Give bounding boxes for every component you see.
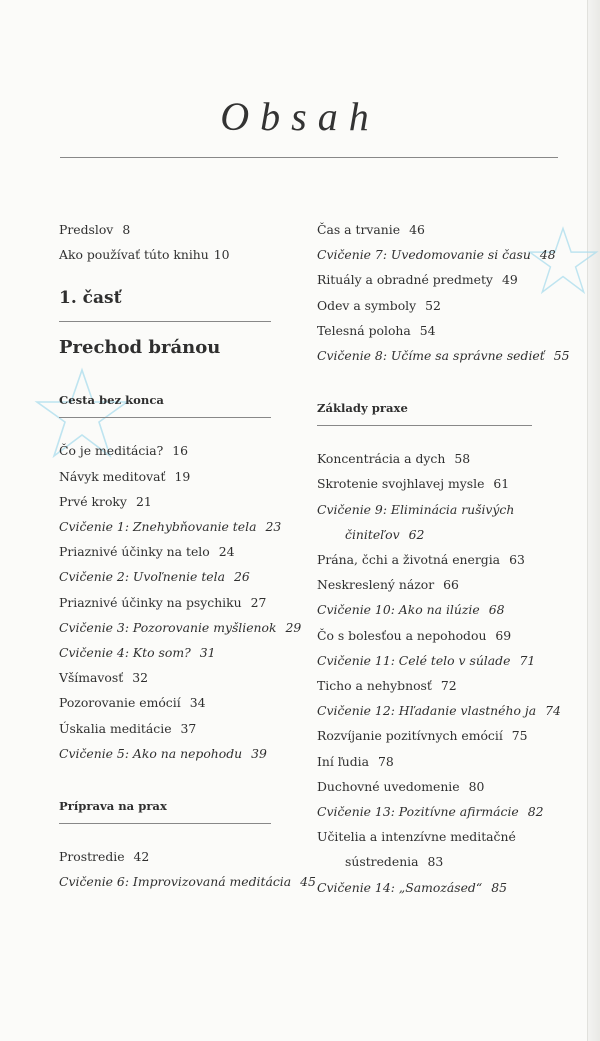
toc-exercise-entry[interactable]: Cvičenie 8: Učíme sa správne sedieť 55: [317, 348, 570, 364]
toc-exercise-entry[interactable]: Cvičenie 11: Celé telo v súlade 71: [317, 652, 536, 668]
toc-entry[interactable]: Úskalia meditácie 37: [59, 720, 197, 736]
toc-entry[interactable]: Skrotenie svojhlavej mysle 61: [317, 476, 510, 492]
toc-entry[interactable]: Predslov 8: [59, 222, 131, 237]
toc-exercise-entry[interactable]: Cvičenie 6: Improvizovaná meditácia 45: [59, 874, 316, 890]
toc-exercise-entry[interactable]: Cvičenie 14: „Samozásed“ 85: [317, 879, 507, 895]
toc-entry[interactable]: Čo s bolesťou a nepohodou 69: [317, 627, 512, 643]
toc-entry[interactable]: Ticho a nehybnosť 72: [317, 678, 457, 694]
toc-entry[interactable]: Prostredie 42: [59, 849, 150, 865]
toc-entry[interactable]: Učitelia a intenzívne meditačné: [317, 829, 516, 845]
toc-entry[interactable]: Pozorovanie emócií 34: [59, 695, 206, 711]
toc-entry[interactable]: Rituály a obradné predmety 49: [317, 272, 518, 288]
toc-entry[interactable]: Prvé kroky 21: [59, 493, 152, 509]
toc-right-column: [317, 217, 570, 900]
section-heading: Príprava na prax: [59, 799, 167, 814]
toc-entry[interactable]: Neskreslený názor 66: [317, 577, 459, 593]
section-heading: Cesta bez konca: [59, 393, 164, 408]
toc-exercise-entry[interactable]: Cvičenie 7: Uvedomovanie si času 48: [317, 247, 556, 263]
toc-entry[interactable]: Návyk meditovať 19: [59, 468, 191, 484]
toc-exercise-entry[interactable]: Cvičenie 4: Kto som? 31: [59, 645, 216, 661]
toc-entry[interactable]: Priaznivé účinky na psychiku 27: [59, 594, 267, 610]
chapter-heading: Prechod bránou: [59, 337, 221, 359]
divider: [59, 417, 271, 418]
page-edge: [587, 0, 600, 1041]
toc-entry[interactable]: Prána, čchi a životná energia 63: [317, 552, 525, 568]
toc-exercise-entry[interactable]: Cvičenie 2: Uvoľnenie tela 26: [59, 569, 250, 585]
toc-exercise-entry[interactable]: Cvičenie 13: Pozitívne afirmácie 82: [317, 804, 544, 820]
toc-exercise-entry[interactable]: Cvičenie 5: Ako na nepohodu 39: [59, 745, 267, 761]
toc-entry[interactable]: Ako používať túto knihu 10: [59, 247, 230, 263]
toc-entry[interactable]: Odev a symboly 52: [317, 297, 441, 313]
part-heading: 1. časť: [59, 288, 122, 309]
toc-exercise-entry[interactable]: Cvičenie 10: Ako na ilúzie 68: [317, 602, 505, 618]
toc-entry[interactable]: Čo je meditácia? 16: [59, 443, 189, 459]
toc-entry[interactable]: Rozvíjanie pozitívnych emócií 75: [317, 728, 528, 744]
title-rule: [60, 157, 558, 158]
toc-entry[interactable]: Telesná poloha 54: [317, 322, 436, 338]
divider: [59, 823, 271, 824]
toc-entry-continued[interactable]: sústredenia 83: [345, 854, 444, 870]
toc-entry[interactable]: Všímavosť 32: [59, 670, 148, 686]
toc-exercise-entry[interactable]: Cvičenie 12: Hľadanie vlastného ja 74: [317, 703, 561, 719]
section-heading: Základy praxe: [317, 401, 408, 416]
toc-entry[interactable]: Iní ľudia 78: [317, 753, 394, 769]
toc-entry[interactable]: Priaznivé účinky na telo 24: [59, 544, 235, 560]
toc-exercise-entry[interactable]: Cvičenie 3: Pozorovanie myšlienok 29: [59, 619, 302, 635]
toc-entry[interactable]: Čas a trvanie 46: [317, 222, 425, 237]
toc-exercise-entry[interactable]: Cvičenie 1: Znehybňovanie tela 23: [59, 519, 282, 535]
toc-exercise-entry[interactable]: Cvičenie 9: Eliminácia rušivých: [317, 501, 515, 517]
divider: [317, 425, 532, 426]
toc-exercise-entry-continued[interactable]: činiteľov 62: [345, 526, 425, 542]
divider: [59, 321, 271, 322]
toc-left-column: [59, 217, 316, 894]
toc-entry[interactable]: Koncentrácia a dych 58: [317, 451, 471, 467]
page-title: Obsah: [220, 94, 380, 139]
toc-entry[interactable]: Duchovné uvedomenie 80: [317, 778, 485, 794]
